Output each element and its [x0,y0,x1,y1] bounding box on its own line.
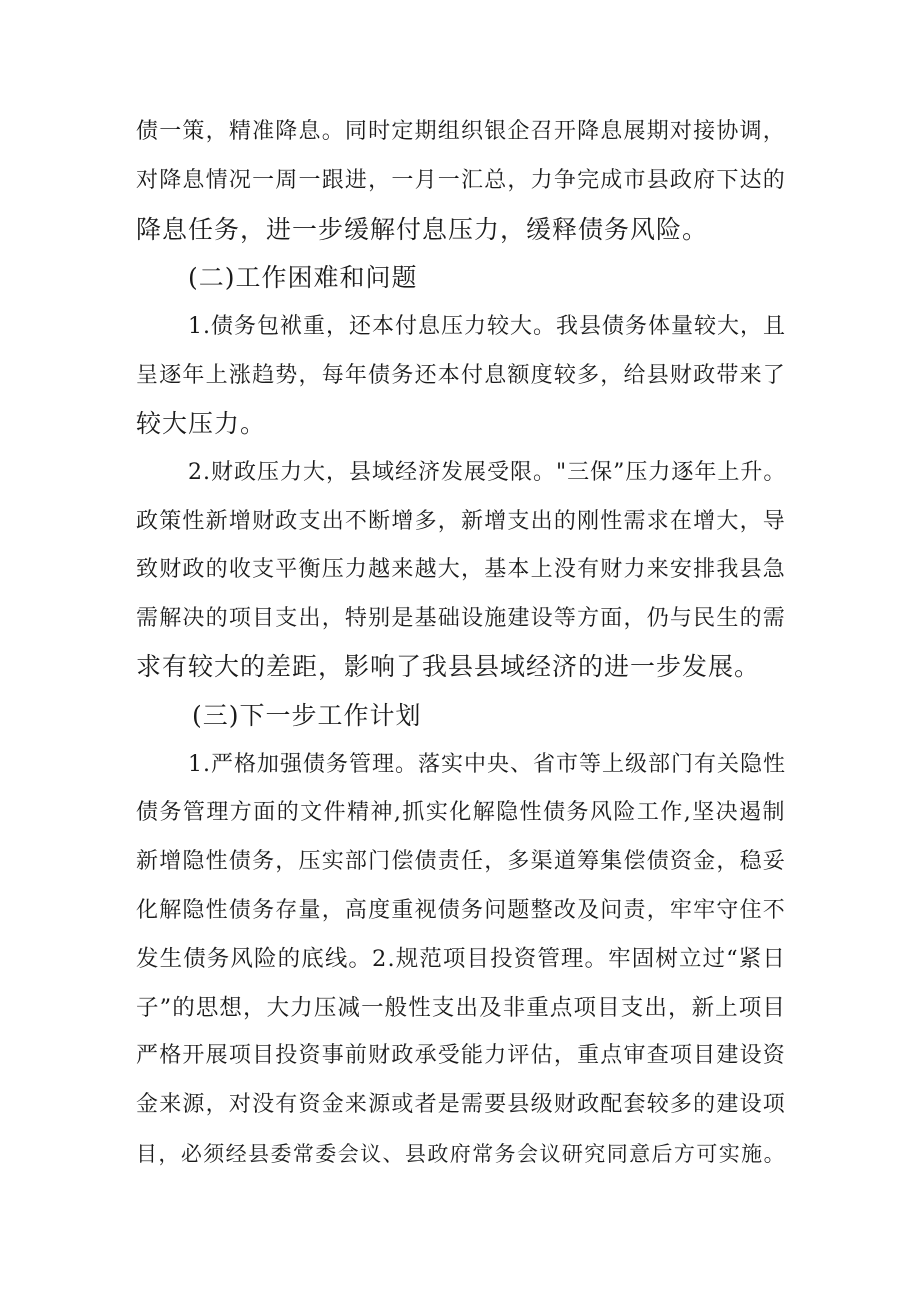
body-text-line: 政策性新增财政支出不断增多，新增支出的刚性需求在增大，导 [136,509,787,534]
body-text-line: 1.债务包袱重，还本付息压力较大。我县债务体量较大，且 [188,314,786,339]
body-text-line: 对降息情况一周一跟进，一月一汇总，力争完成市县政府下达的 [136,168,787,193]
body-text-line: 较大压力。 [136,409,267,438]
body-text-line: 求有较大的差距，影响了我县县域经济的进一步发展。 [136,652,761,681]
body-text-line: 发生债务风险的底线。2.规范项目投资管理。牢固树立过“紧日 [136,946,786,972]
section-heading: (三)下一步工作计划 [192,701,422,730]
body-text-line: 目，必须经县委常委会议、县政府常务会议研究同意后方可实施。 [136,1142,786,1166]
body-text-line: 2.财政压力大，县域经济发展受限。"三保”压力逐年上升。 [188,460,787,485]
body-text-line: 呈逐年上涨趋势，每年债务还本付息额度较多，给县财政带来了 [136,363,787,388]
body-text-line: 债一策，精准降息。同时定期组织银企召开降息展期对接协调， [136,119,787,144]
body-text-line: 1.严格加强债务管理。落实中央、省市等上级部门有关隐性 [188,752,786,777]
body-text-line: 债务管理方面的文件精神,抓实化解隐性债务风险工作,坚决遏制 [136,800,786,825]
body-text-line: 需解决的项目支出，特别是基础设施建设等方面，仍与民生的需 [136,606,787,631]
body-text-line: 化解隐性债务存量，高度重视债务问题整改及问责，牢牢守住不 [136,898,787,923]
body-text-line: 新增隐性债务，压实部门偿债责任，多渠道筹集偿债资金，稳妥 [136,849,787,874]
section-heading: (二)工作困难和问题 [188,263,418,292]
body-text-line: 子”的思想，大力压减一般性支出及非重点项目支出，新上项目 [136,995,787,1021]
body-text-line: 严格开展项目投资事前财政承受能力评估，重点审查项目建设资 [136,1043,787,1068]
body-text-line: 降息任务，进一步缓解付息压力，缓释债务风险。 [136,215,709,244]
body-text-line: 致财政的收支平衡压力越来越大，基本上没有财力来安排我县急 [136,557,787,582]
body-text-line: 金来源，对没有资金来源或者是需要县级财政配套较多的建设项 [136,1092,787,1117]
